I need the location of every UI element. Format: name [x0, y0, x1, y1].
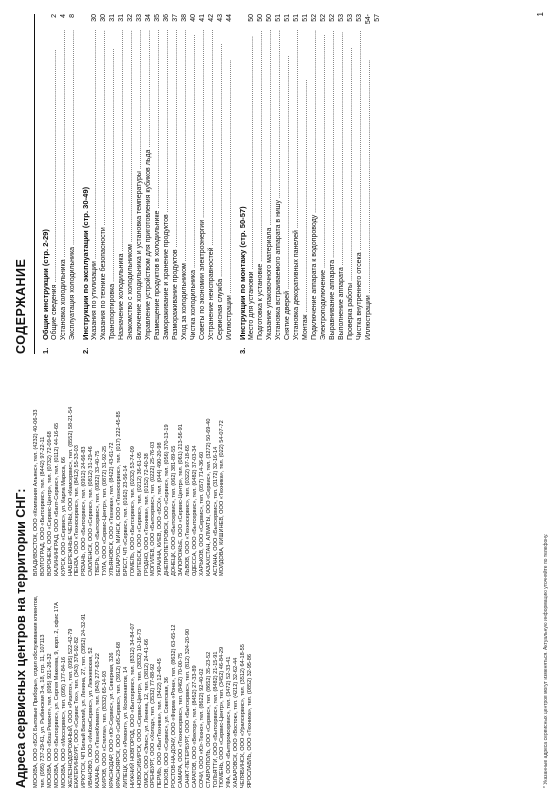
toc-entry-title: Установка холодильника .....: [59, 30, 68, 340]
toc-entry: [189, 14, 198, 354]
toc-entry-page: 36: [163, 14, 170, 22]
address-entry: КАЗАХСТАН, АЛМАТЫ, ООО «Сервис», тел. (3272) 50-69-40: [205, 418, 212, 576]
address-entry: КРАСНОЯРСК, ООО «СибСервис», тел. (3912) 65-23-68: [115, 641, 122, 788]
address-entry: СТАВРОПОЛЬ, ООО «Сервис», тел. (8652) 35-23-52: [205, 651, 212, 788]
toc-entry-title: Иллюстрации .....: [364, 30, 382, 340]
section-title: Общие инструкции (стр. 2-29): [41, 229, 50, 340]
toc-entry: [144, 14, 153, 354]
address-entry: СМОЛЕНСК, ООО «Сервис», тел. (0812) 31-29-46: [88, 446, 95, 576]
toc-entry-page: 31: [109, 14, 116, 22]
section-title: Инструкции по эксплуатации (стр. 30-49): [81, 186, 90, 340]
address-entry: ЗАПОРОЖЬЕ, ООО «Сервис-Центр», тел. (061) 213-56-91: [178, 424, 185, 576]
address-entry: ХАРЬКОВ, ООО «Сервис», тел. (057) 714-36-60: [198, 451, 205, 576]
toc-entry: [247, 14, 256, 354]
toc-entry: [283, 14, 292, 354]
toc-entry: [126, 14, 135, 354]
toc-entry-title: Электроподключение .....: [319, 30, 328, 340]
address-entry: БЕЛАРУСЬ, МИНСК, ООО «Техносервис», тел. (017) 222-45-85: [115, 411, 122, 576]
toc-entry-title: Указания по технике безопасности .....: [99, 30, 108, 340]
toc-entry: [319, 14, 328, 354]
address-entry: ВОРОНЕЖ, ООО «Сервис-Центр», тел. (0732) 72-09-68: [46, 431, 53, 576]
address-entry: БРЕСТ, ЧП «Сервис», тел. (0162) 23-56-14: [122, 465, 129, 576]
toc-entry-page: 35: [154, 14, 161, 22]
toc-entry-page: 2: [51, 14, 58, 18]
address-entry: МОСКВА, ООО «Бытсервис», ул. Сергея Макеева, 9, корп. 2, офис 17А: [53, 602, 60, 788]
addresses-column-1: [33, 590, 254, 788]
toc-entry: [301, 14, 310, 354]
toc-entry: [355, 14, 364, 354]
toc-entry-title: Подключение аппарата к водопроводу .....: [310, 30, 319, 340]
address-entry: ЛЬВОВ, ООО «Техносервис», тел. (0322) 97-18-65: [184, 445, 191, 576]
address-entry: ТЮМЕНЬ, ООО «Сервис-Центр», тел. (3452) 46-84-29: [219, 646, 226, 788]
section-number: 2.: [81, 347, 90, 354]
address-entry: ОРЕНБУРГ, ООО «Холод», тел. (3532) 77-88-92: [150, 663, 157, 788]
toc-entry: [135, 14, 144, 354]
address-entry: МОГИЛЕВ, ООО «Бытсервис», тел. (0222) 25-76-03: [150, 441, 157, 576]
toc-entry: [225, 14, 234, 354]
toc-entry-page: 30: [91, 14, 98, 22]
toc-entry-title: Советы по экономии электроэнергии .....: [198, 30, 207, 340]
address-entry: МОЛДОВА, КИШИНЕВ, ООО «Техника», тел. (022) 54-07-72: [219, 420, 226, 576]
toc-entry: [292, 14, 301, 354]
address-entry: ВОЛГОГРАД, ООО «Бытсервис», тел. (8442) 97-22-11: [39, 436, 46, 576]
address-entry: КАЗАНЬ, ООО «ТехноКлимат», тел. (843) 277-63-22: [95, 653, 102, 788]
toc-entry-title: Проверка работы .....: [346, 30, 355, 340]
toc-entry: [108, 14, 117, 354]
toc-entry-title: Снятие дверей .....: [283, 30, 292, 340]
address-entry: КИРОВ, ООО «Стелла», тел. (8332) 65-14-93: [102, 670, 109, 788]
address-entry: ИВАНОВО, ООО «ИнКомСервис», ул. Лежневская, 52: [88, 647, 95, 788]
toc-entry-page: 54-57: [365, 14, 381, 25]
address-entry: НАБЕРЕЖНЫЕ ЧЕЛНЫ, ООО «Камсервис», тел. (8552) 58-21-54: [67, 406, 74, 576]
toc-entry-page: 50: [248, 14, 255, 22]
address-entry: АСТАНА, ООО «Бытсервис», тел. (3172) 32-16-14: [212, 446, 219, 576]
address-entry: ТУЛА, ООО «Сервис-Центр», тел. (0872) 31-92-25: [102, 445, 109, 576]
toc-entry-title: Иллюстрации .....: [225, 30, 234, 340]
footnote: * Указанные адреса сервисных центров могут изменяться. Актуальную информацию уточняйте по телефону.: [543, 533, 549, 788]
toc-entry: [256, 14, 265, 354]
address-entry: ИРКУТСК, ЧП Белый Василий, ул. Ленина, 27, тел. (3952) 24-32-91: [81, 613, 88, 788]
address-entry: САНКТ-ПЕТЕРБУРГ, ООО «Бытсервис», тел. (812) 324-20-90: [184, 628, 191, 788]
toc-entry-page: 33: [136, 14, 143, 22]
address-entry: ТОЛЬЯТТИ, ООО «Бытсервис», тел. (8482) 21-15-91: [212, 651, 219, 788]
address-entry: ДОНЕЦК, ООО «Бытсервис», тел. (062) 381-89-55: [171, 445, 178, 576]
address-entry: УЛЬЯНОВСК, ООО «Техника», тел. (8422) 43-61-72: [108, 442, 115, 576]
section-number: 3.: [238, 347, 247, 354]
address-entry: ПЕРМЬ, ООО «БытТехника», тел. (3422) 12-40-45: [157, 658, 164, 788]
address-entry: ЖЕЛЕЗНОДОРОЖНЫЙ, ООО «Риэлто», тел. (095) 522-42-79: [67, 628, 74, 788]
toc-entry-page: 31: [118, 14, 125, 22]
toc-section-heading: [41, 14, 50, 354]
toc-entry: [216, 14, 225, 354]
address-entry: КРАСНОДАР, ООО «Юг-Сервис», ул. Северная, 326: [108, 652, 115, 788]
toc-section-heading: [238, 14, 247, 354]
table-of-contents: [14, 14, 382, 354]
toc-entry: [337, 14, 346, 354]
toc-entry: [198, 14, 207, 354]
toc-entry-page: 40: [190, 14, 197, 22]
toc-entry-title: Подготовка к установке .....: [256, 30, 265, 340]
toc-entry-title: Чистка холодильника .....: [189, 30, 198, 340]
toc-entry: [117, 14, 126, 354]
toc-entry-title: Размещение продуктов в холодильнике .....: [153, 30, 162, 340]
toc-entry-title: Эксплуатация холодильника .....: [68, 30, 77, 340]
toc-entry-title: Назначение холодильника .....: [117, 30, 126, 340]
address-entry: ЯРОСЛАВЛЬ, ООО «Техника», тел. (0852) 32-95-86: [247, 653, 254, 788]
address-entry: НОВОСИБИРСК, ООО «Сервис-Центр», тел. (3832) 10-16-73: [136, 629, 143, 788]
toc-entry: [207, 14, 216, 354]
toc-entry-page: 37: [172, 14, 179, 22]
service-addresses: [14, 378, 254, 788]
toc-entry: [364, 14, 382, 354]
toc-entry-title: Общие сведения .....: [50, 30, 59, 340]
toc-entry: [346, 14, 355, 354]
address-entry: НИЖНИЙ НОВГОРОД, ООО «Бытсервис», тел. (8312) 34-84-07: [129, 623, 136, 788]
toc-entry-title: Установка декоративных панелей .....: [292, 30, 301, 340]
section-title: Инструкции по монтажу (стр. 50-57): [238, 206, 247, 340]
toc-entry-title: Место для установки .....: [247, 30, 256, 340]
toc-entry-title: Устранение неисправностей .....: [207, 30, 216, 340]
toc-entry-page: 53: [356, 14, 363, 22]
toc-entry-title: Чистка внутреннего отсека .....: [355, 30, 364, 340]
toc-entry-page: 52: [311, 14, 318, 22]
toc-entry: [171, 14, 180, 354]
address-entry: ПСКОВ, ООО «Сервис», ул. Советская, 36: [164, 677, 171, 788]
toc-entry-title: Знакомство с холодильником .....: [126, 30, 135, 340]
toc-entry-title: Монтаж .....: [301, 30, 310, 340]
address-entry: МОСКВА, ООО «БСХ Бытовые Приборы», отдел обслуживания клиентов,: [33, 595, 39, 788]
address-entry: ЧЕЛЯБИНСК, ООО «Уралсервис», тел. (3512) 64-18-55: [240, 644, 247, 788]
toc-entry-page: 52: [320, 14, 327, 22]
toc-entry-title: Сервисная служба .....: [216, 30, 225, 340]
toc-body: [41, 14, 382, 354]
toc-entry-page: 51: [293, 14, 300, 22]
toc-entry: [90, 14, 99, 354]
toc-entry: [180, 14, 189, 354]
toc-entry-page: 42: [208, 14, 215, 22]
toc-entry: [59, 14, 68, 354]
address-entry: ВЛАДИВОСТОК, ООО «Компания Альянс», тел. (4232) 40-06-33: [33, 409, 39, 576]
toc-entry-title: Установка встраиваемого аппарата в нишу .....: [274, 30, 283, 340]
toc-entry-page: 30: [100, 14, 107, 22]
toc-entry-title: Включение холодильника и установка температуры .....: [135, 30, 144, 340]
toc-entry-page: 43: [217, 14, 224, 22]
toc-entry: [265, 14, 274, 354]
toc-entry-page: 50: [257, 14, 264, 22]
address-entry: тел. (095) 737-29-61, ул. Рыбинская 3-я, 18, стр. 11, 107113: [39, 634, 46, 788]
address-entry: ЕКАТЕРИНБУРГ, ООО «Сервис Тех», тел. (343) 376-92-82: [74, 637, 81, 788]
section-number: 1.: [41, 347, 50, 354]
toc-entry-title: Замораживание и хранение продуктов .....: [162, 30, 171, 340]
address-entry: УКРАИНА, КИЕВ, ООО «БСХ», тел. (044) 490-20-98: [157, 442, 164, 576]
toc-entry-page: 53: [338, 14, 345, 22]
address-entry: САМАРА, ООО «Техносервис», тел. (8462) 70-00-75: [178, 652, 185, 788]
address-entry: ХАБАРОВСК, ООО «Восток», тел. (4212) 32-62-44: [233, 657, 240, 788]
toc-entry: [153, 14, 162, 354]
toc-entry-page: 52: [329, 14, 336, 22]
toc-entry: [68, 14, 77, 354]
toc-entry: [328, 14, 337, 354]
toc-entry-title: Выполнение аппарата .....: [337, 30, 346, 340]
toc-entry-page: 4: [60, 14, 67, 18]
toc-entry-title: Указание упаковочного материала .....: [265, 30, 274, 340]
toc-entry: [50, 14, 59, 354]
toc-entry-page: 53: [347, 14, 354, 22]
toc-entry: [99, 14, 108, 354]
toc-entry-page: 51: [302, 14, 309, 22]
toc-title: СОДЕРЖАНИЕ: [14, 258, 28, 354]
toc-entry-page: 41: [199, 14, 206, 22]
address-entry: МОСКВА, ООО «Бош Ремонт», тел. (095) 921-26-32: [46, 653, 53, 788]
toc-section-heading: [81, 14, 90, 354]
title-rule: [34, 14, 35, 354]
toc-entry-page: 32: [127, 14, 134, 22]
toc-entry-page: 38: [181, 14, 188, 22]
toc-entry-title: Транспортировка .....: [108, 30, 117, 340]
toc-entry-title: Размораживание продуктов .....: [171, 30, 180, 340]
address-entry: УФА, ООО «Бытпромсервис», тел. (3472) 52-33-41: [226, 656, 233, 788]
toc-entry-page: 34: [145, 14, 152, 22]
address-entry: ГОМЕЛЬ, ООО «Бытсервис», тел. (0232) 53-74-09: [129, 446, 136, 576]
address-entry: ОМСК, ООО «Элис», ул. Ленина, 12, тел. (3812) 24-41-66: [143, 639, 150, 788]
address-entry: КАЛИНИНГРАД, ООО «Балт-Сервис», тел. (0112) 44-16-65: [53, 422, 60, 576]
toc-entry-page: 50: [266, 14, 273, 22]
address-entry: СОЧИ, ООО «Юг-Техно», тел. (8622) 92-40-02: [198, 668, 205, 788]
toc-entry: [310, 14, 319, 354]
address-entry: ДНЕПРОПЕТРОВСК, ООО «Сервис», тел. (056) 370-13-19: [164, 424, 171, 576]
address-entry: САРАТОВ, ООО «Вектор», тел. (8452) 27-33-89: [191, 665, 198, 788]
address-entry: ТВЕРЬ, ООО «Бытсервис», тел. (0822) 33-40-75: [95, 450, 102, 576]
address-entry: МОСКВА, ООО «Моссервис», тел. (095) 177-84-16: [60, 656, 67, 788]
toc-entry-title: Выравнивание аппарата .....: [328, 30, 337, 340]
address-entry: КУРСК, ООО «Сервис», ул. Карла Маркса, 66: [60, 457, 67, 576]
toc-entry-page: 51: [284, 14, 291, 22]
address-entry: ГРОДНО, ООО «Техника», тел. (0152) 72-40-38: [143, 453, 150, 576]
addresses-column-2: [33, 378, 254, 576]
toc-entry-title: Указания по утилизации .....: [90, 30, 99, 340]
toc-entry: [274, 14, 283, 354]
addresses-title: Адреса сервисных центров на территории СНГ:: [14, 488, 28, 788]
toc-entry-title: Управление устройством для приготовления кубиков льда .....: [144, 30, 153, 340]
address-entry: РОСТОВ-НА-ДОНУ, ООО «Фирма «Рона», тел. (8632) 63-65-12: [171, 624, 178, 788]
toc-entry-page: 44: [226, 14, 233, 22]
address-entry: ВИТЕБСК, ООО «Сервис», тел. (0212) 36-61-05: [136, 452, 143, 576]
address-entry: РЯЗАНЬ, ООО «Бытсервис», тел. (0912) 24-66-83: [81, 446, 88, 576]
address-entry: ОДЕССА, ООО «Бытсервис», тел. (0482) 37-03-34: [191, 445, 198, 576]
page-number: 1: [536, 12, 545, 17]
address-entry: ПЕНЗА, ООО «Техносервис», тел. (8412) 55-33-03: [74, 445, 81, 576]
toc-entry-title: Уход за холодильником .....: [180, 30, 189, 340]
toc-entry: [162, 14, 171, 354]
address-entry: ЛИПЕЦК, ООО «Ремонт», ул. Космонавтов, 14: [122, 666, 129, 788]
toc-entry-page: 51: [275, 14, 282, 22]
toc-entry-page: 8: [69, 14, 76, 18]
